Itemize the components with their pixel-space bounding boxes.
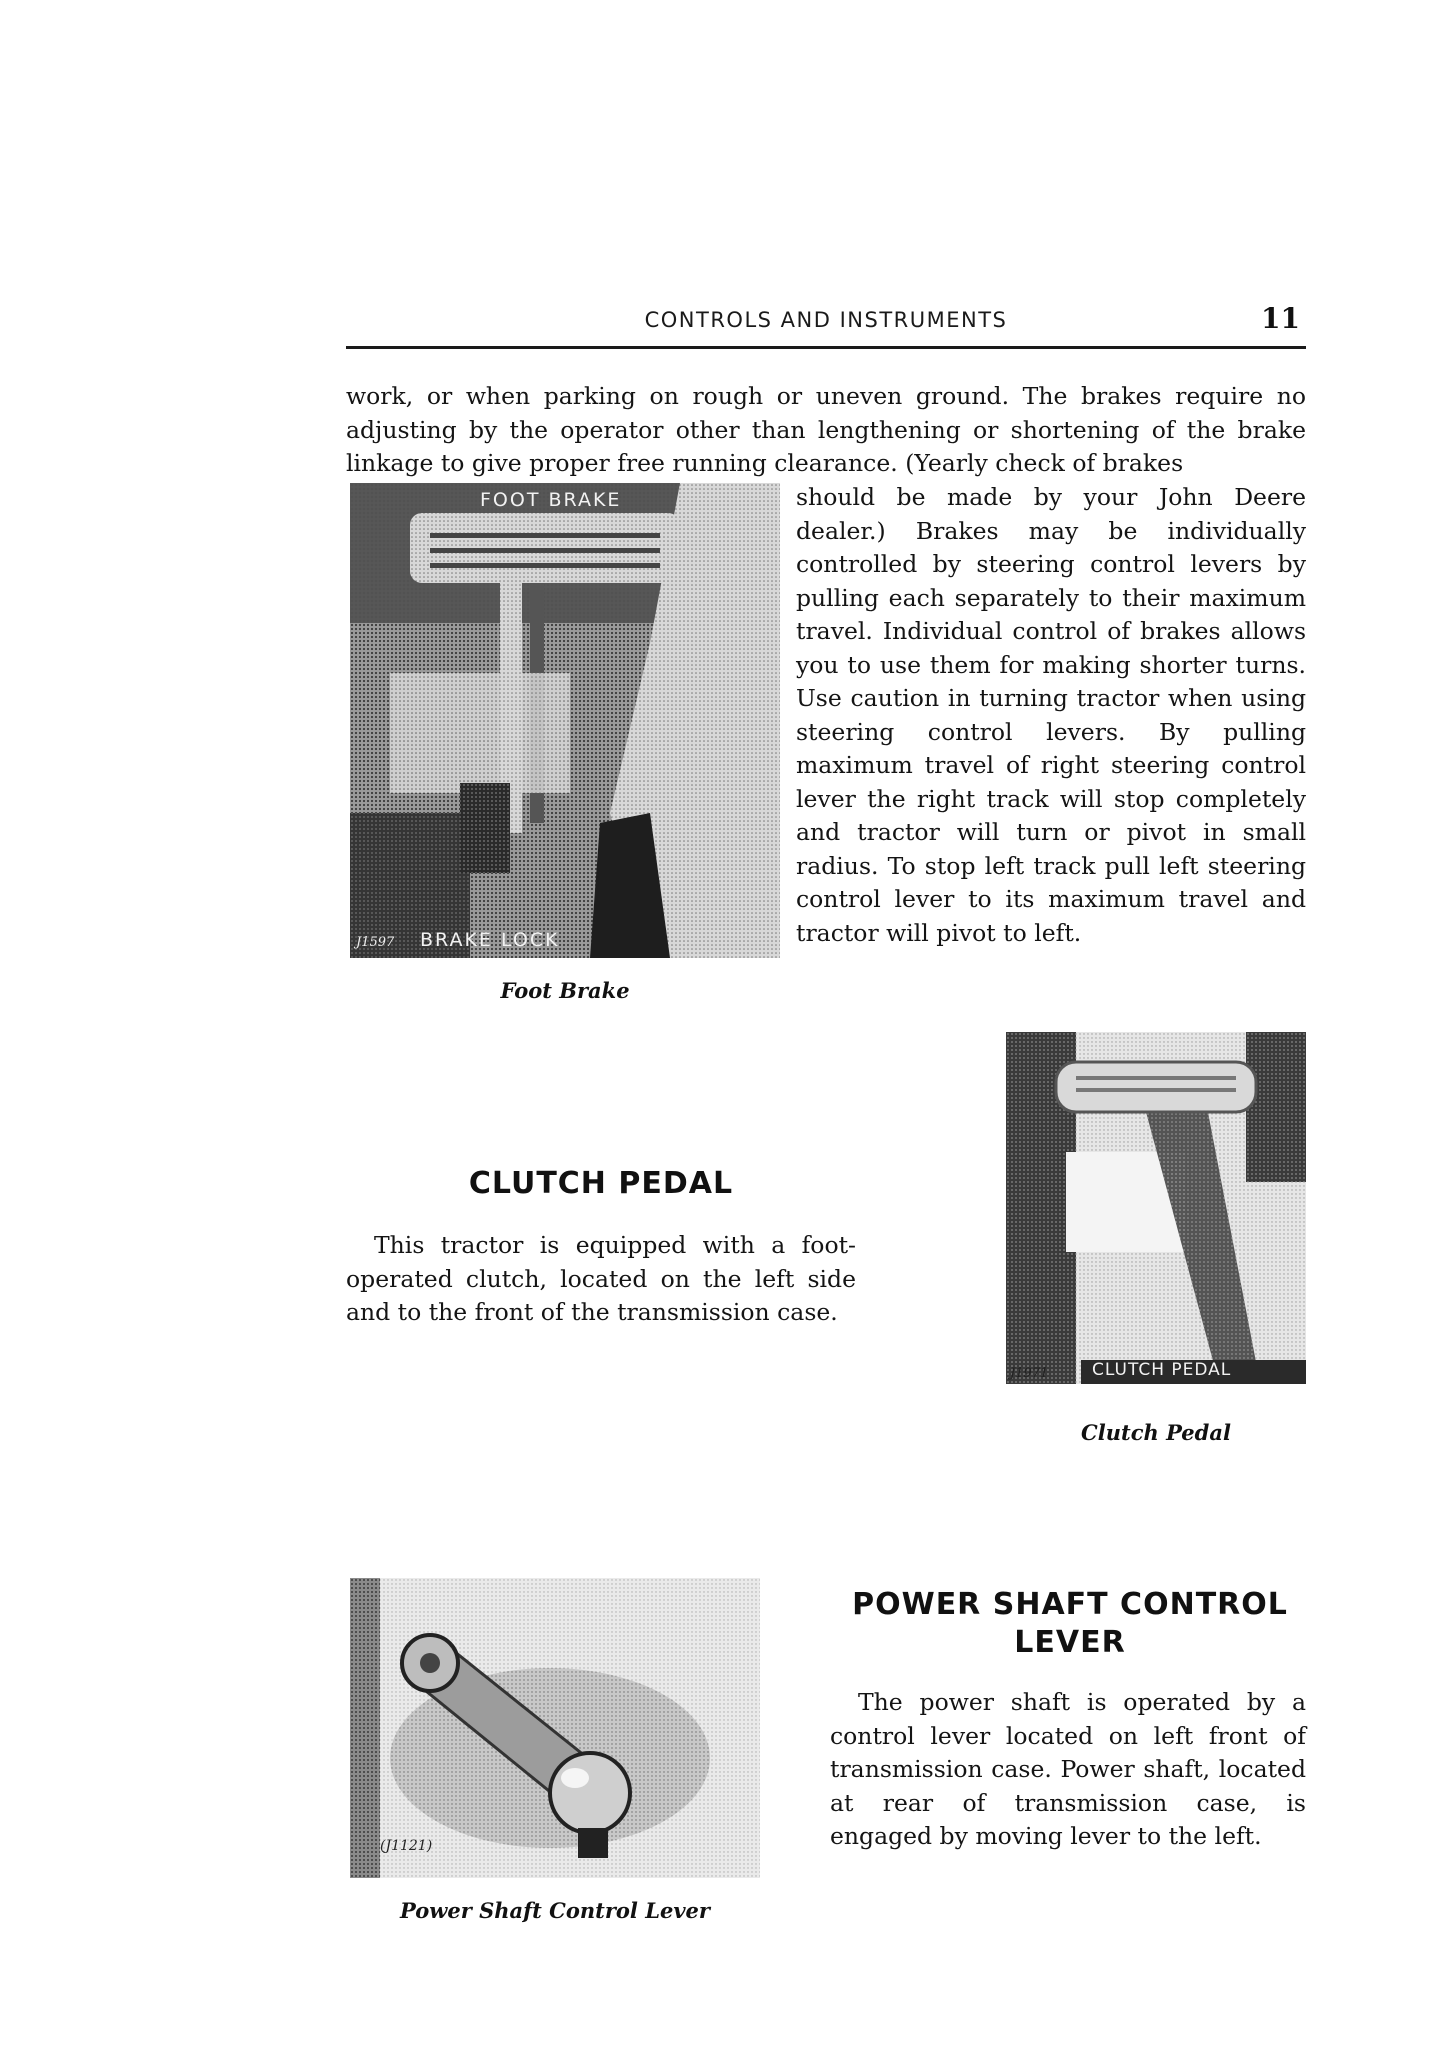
clutch-pedal-heading: CLUTCH PEDAL xyxy=(468,1166,734,1201)
power-shaft-paragraph: The power shaft is operated by a control lever located on left front of transmission case. Power shaft, located at rear of transmission case, is engaged by moving lever to the left. xyxy=(830,1688,1306,1850)
clutch-pedal-caption: Clutch Pedal xyxy=(1081,1420,1231,1445)
foot-brake-photo-code: J1597 xyxy=(356,935,395,950)
power-shaft-photo xyxy=(350,1578,760,1878)
clutch-pedal-text xyxy=(346,1229,856,1330)
clutch-pedal-photo-code: J1971 xyxy=(1010,1366,1049,1381)
clutch-pedal-paragraph: This tractor is equipped with a foot-operated clutch, located on the left side and to the front of the transmission case. xyxy=(346,1231,856,1326)
foot-brake-text-side: should be made by your John Deere dealer.) Brakes may be individually controlled by steering control levers by pulling each separately to their maximum travel. Individual control of brakes allows you to use them for making shorter turns. Use caution in turning tractor when using steering control levers. By pulling maximum travel of right steering control lever the right track will stop completely and tractor will turn or pivot in small radius. To stop left track pull left steering control lever to its maximum travel and tractor will pivot to left. xyxy=(796,483,1306,947)
power-shaft-heading: POWER SHAFT CONTROL LEVER xyxy=(852,1587,1288,1660)
power-shaft-photo-code: (J1121) xyxy=(380,1838,433,1854)
foot-brake-photo-label: FOOT BRAKE xyxy=(480,489,622,511)
clutch-pedal-photo xyxy=(1006,1032,1306,1384)
page-number: 11 xyxy=(1261,302,1300,335)
header-title: CONTROLS AND INSTRUMENTS xyxy=(644,308,1008,332)
brake-lock-photo-label: BRAKE LOCK xyxy=(420,929,560,951)
power-shaft-text xyxy=(830,1686,1306,1854)
foot-brake-photo xyxy=(350,483,780,958)
running-header xyxy=(346,300,1306,349)
clutch-pedal-photo-label: CLUTCH PEDAL xyxy=(1092,1360,1232,1380)
power-shaft-caption: Power Shaft Control Lever xyxy=(400,1898,710,1923)
foot-brake-text-top: work, or when parking on rough or uneven ground. The brakes require no adjusting by the operator other than lengthening or shortening of the brake linkage to give proper free running clearance. (Yearly check of brakes xyxy=(346,382,1306,477)
foot-brake-caption: Foot Brake xyxy=(500,978,630,1003)
